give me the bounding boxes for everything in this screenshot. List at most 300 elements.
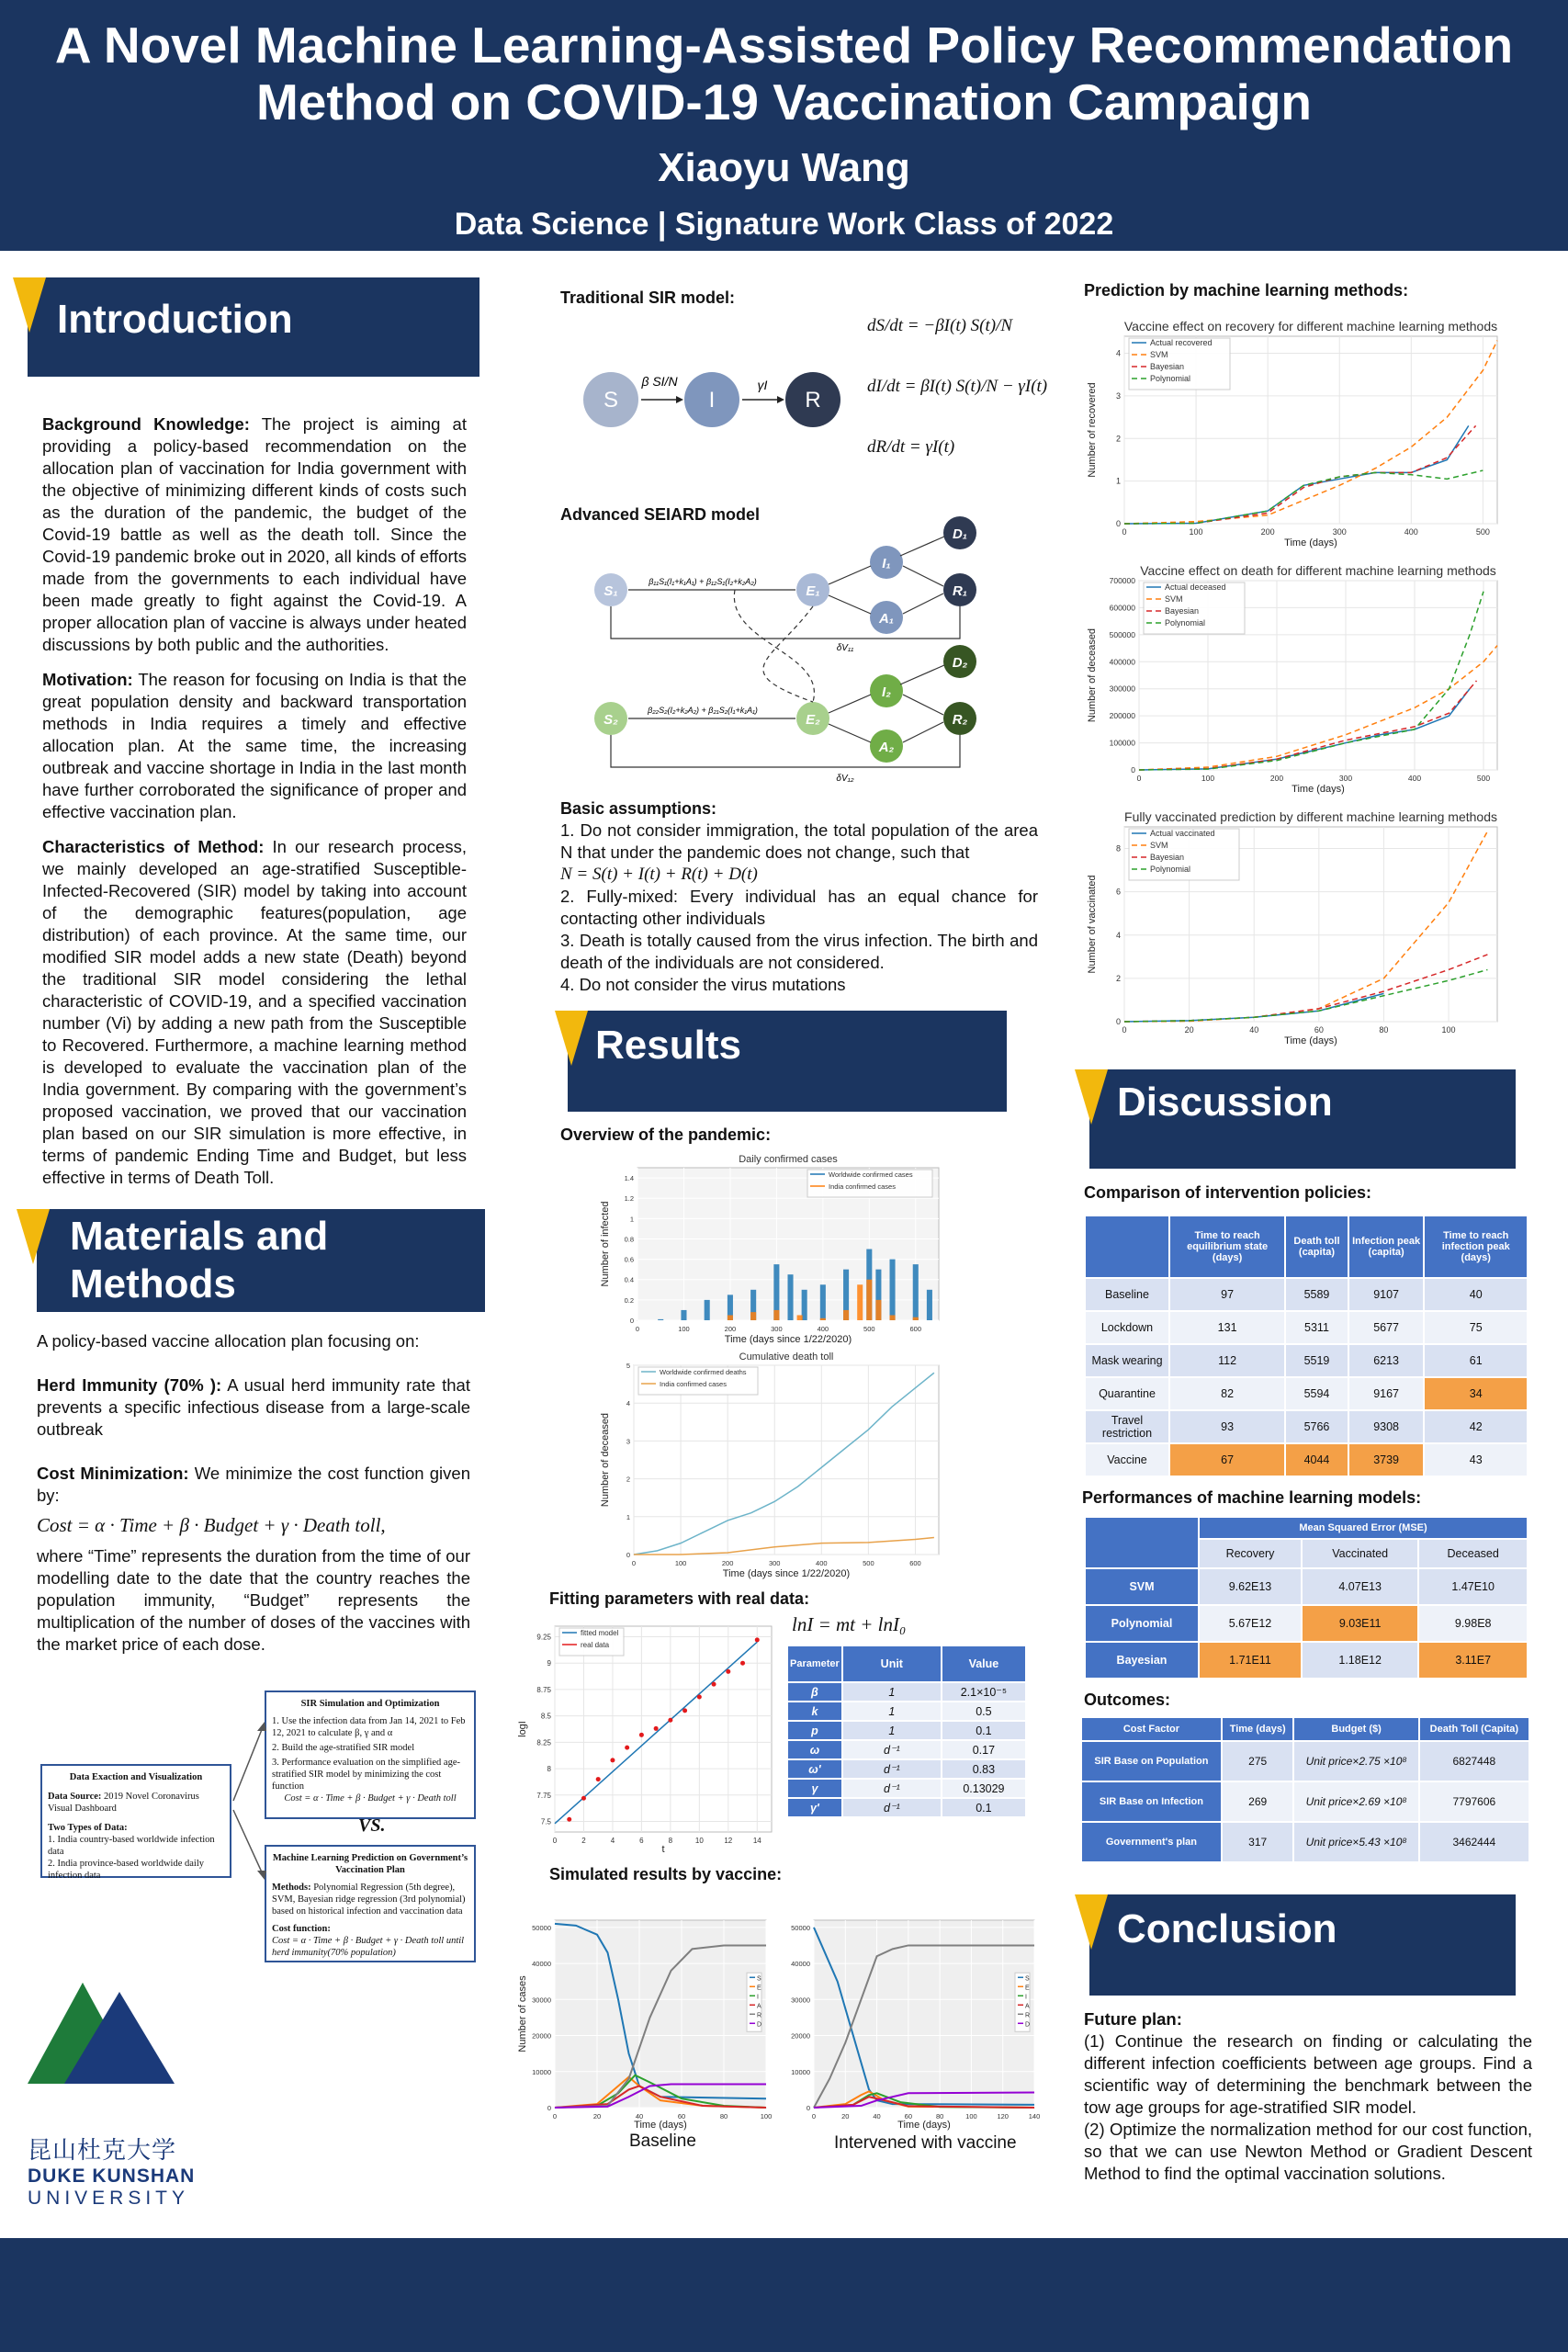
x-tick-label: 40 [873,2112,881,2120]
x-tick-label: 20 [841,2112,850,2120]
y-tick-label: 1 [629,1215,634,1224]
svg-text:S₁: S₁ [604,583,618,599]
table-cell: 4044 [1285,1443,1348,1476]
y-axis-label: logI [517,1721,528,1737]
simulated-title: Simulated results by vaccine: [549,1865,783,1883]
y-tick-label: 30000 [532,1996,551,2005]
arrow-label-si: β SI/N [641,374,678,389]
x-tick-label: 0 [635,1325,640,1333]
legend-label: Polynomial [1165,618,1206,628]
legend-label: S [1025,1975,1030,1983]
legend-label: Worldwide confirmed cases [829,1170,913,1179]
svg-text:D₁: D₁ [952,526,968,542]
chart-title: Daily confirmed cases [739,1154,838,1165]
svg-text:I₂: I₂ [882,684,891,700]
legend-label: R [757,2012,762,2019]
vaccinated-ml-chart [1084,801,1506,1047]
table-row [1085,1278,1528,1311]
y-tick-label: 50000 [532,1923,551,1932]
x-tick-label: 400 [1404,527,1418,537]
outcomes-title: Outcomes: [1084,1690,1171,1709]
table-row [787,1798,1026,1817]
advanced-seiard-title: Advanced SEIARD model [560,505,761,524]
comparison-title: Comparison of intervention policies: [1084,1183,1372,1202]
x-tick-label: 100 [1189,527,1203,537]
table-row [1081,1822,1529,1862]
table-cell: 9107 [1348,1278,1425,1311]
x-tick-label: 500 [863,1559,874,1567]
y-tick-label: 8 [1115,843,1121,854]
x-tick-label: 0 [811,2112,817,2120]
legend-label: A [1025,2003,1030,2010]
legend-label: real data [581,1641,610,1649]
section-marker-icon [13,277,46,333]
data-point [567,1817,571,1822]
x-tick-label: 12 [724,1837,733,1845]
table-cell: 5594 [1285,1377,1348,1410]
svg-text:S₂: S₂ [604,712,618,728]
table-cell: 40 [1424,1278,1528,1311]
prediction-title: Prediction by machine learning methods: [1084,281,1409,300]
policy-comparison-table [1084,1215,1529,1477]
methods-text: A policy-based vaccine allocation plan focusing on: Herd Immunity (70% ): A usual herd immunity rate that prevents a specific infectious disease from a large-scale outbreak Cost Minimization: We minimize the cost function given by: Cost = α · Time + β · Budget + γ · Death toll, where “Time” represents the duration from the time of our modelling date to the date that the country reaches the population immunity, “Budget” represents the multiplication of the number of doses of the vaccines with the market price of each dose. [37,1331,470,1654]
legend-label: R [1025,2012,1031,2019]
x-tick-label: 10 [694,1837,704,1845]
table-row [787,1721,1026,1740]
section-marker-icon [1075,1069,1108,1125]
table-cell: d⁻¹ [842,1798,942,1817]
table-row [1085,1344,1528,1377]
x-tick-label: 200 [724,1325,737,1333]
table-cell: 34 [1424,1377,1528,1410]
x-tick-label: 8 [668,1837,673,1845]
y-axis-label: Number of infected [600,1201,611,1287]
table-cell: 9308 [1348,1410,1425,1443]
table-cell: 61 [1424,1344,1528,1377]
legend-label: Worldwide confirmed deaths [660,1368,747,1376]
table-cell: 42 [1424,1410,1528,1443]
node-r: R [805,388,821,413]
x-tick-label: 2 [581,1837,586,1845]
table-row [1085,1568,1528,1605]
sir-diagram [570,358,845,441]
y-tick-label: 7.5 [540,1817,551,1826]
svg-text:A₂: A₂ [878,740,895,755]
legend-label: India confirmed cases [660,1380,727,1388]
x-tick-label: 500 [863,1325,875,1333]
x-tick-label: 20 [1184,1025,1194,1035]
table-cell: ω [787,1740,842,1759]
x-tick-label: 400 [1407,774,1422,783]
section-discussion: Discussion [1089,1069,1516,1169]
y-tick-label: 700000 [1109,576,1135,585]
y-tick-label: 9 [547,1659,551,1668]
x-tick-label: 0 [1136,774,1142,783]
table-cell: 0.83 [942,1759,1026,1779]
table-cell: k [787,1702,842,1721]
bar-mark [890,1315,896,1320]
x-tick-label: 40 [635,2112,644,2120]
data-point [610,1758,615,1762]
x-tick-label: 14 [752,1837,761,1845]
table-row [1085,1410,1528,1443]
table-row [1081,1781,1529,1822]
poster-footer [0,2238,1568,2352]
table-row [1085,1377,1528,1410]
x-tick-label: 0 [631,1559,637,1567]
table-cell: 1 [842,1702,942,1721]
table-cell: Vaccine [1085,1443,1169,1476]
bar-mark [773,1310,779,1320]
table-cell: 1 [842,1682,942,1702]
y-tick-label: 8.75 [536,1685,551,1694]
parameter-table: Parameter Unit Value β 1 2.1×10⁻⁵ k 1 0.5 p 1 0.1 ω d⁻¹ 0.17 ω' d⁻¹ 0.83 γ d⁻¹ 0.13029 γ' d⁻¹ 0.1 [786,1645,1027,1818]
table-cell: γ [787,1779,842,1798]
fit-equation: lnI = mt + lnI₀ [792,1613,907,1635]
table-cell: 5311 [1285,1311,1348,1344]
table-cell: SIR Base on Population [1081,1741,1222,1781]
table-cell: 5766 [1285,1410,1348,1443]
table-header: Infection peak (capita) [1348,1216,1425,1278]
data-extraction-box: Data Exaction and Visualization Data Source: 2019 Novel Coronavirus Visual Dashboard Two Types of Data: 1. India country-based worldwide infection data 2. India province-based worldwide daily infection data [40,1764,231,1878]
x-tick-label: 400 [816,1559,828,1567]
section-results: Results [568,1011,1007,1112]
data-point [726,1669,730,1674]
bar-mark [728,1315,733,1320]
death-ml-chart [1084,555,1506,796]
table-cell: 9.62E13 [1199,1568,1302,1605]
y-tick-label: 0 [806,2104,810,2112]
svg-text:δV₁₂: δV₁₂ [836,774,854,784]
x-tick-label: 0 [552,1837,558,1845]
x-tick-label: 400 [817,1325,829,1333]
bar-mark [797,1315,803,1320]
baseline-chart [514,1911,772,2132]
table-cell: 43 [1424,1443,1528,1476]
y-tick-label: 7.75 [536,1791,551,1800]
outcomes-table [1080,1716,1530,1863]
chart-title: Vaccine effect on recovery for different machine learning methods [1123,319,1498,334]
x-tick-label: 500 [1476,774,1491,783]
y-tick-label: 200000 [1109,711,1135,721]
table-header: Time to reach equilibrium state (days) [1169,1216,1285,1278]
table-cell: Quarantine [1085,1377,1169,1410]
y-axis-label: Number of recovered [1087,382,1098,478]
section-conclusion: Conclusion [1089,1894,1516,1996]
intro-text: Background Knowledge: The project is aiming at providing a policy-based recommendation on the allocation plan of vaccination for India government with the objective of minimizing different kinds of costs such as the duration of the pandemic, the budget of the Covid-19 battle as well as the death toll. Since the Covid-19 pandemic broke out in 2020, all kinds of efforts made from the governments to each individual have been made greatly to fight against the Covid-19. A proper allocation plan of vaccine is always under heated discussions by both public and the authorities. Motivation: The reason for focusing on India is that the great population density and backward transportation methods in India requires a timely and effective allocation plan. At the same time, the increasing outbreak and vaccine shortage in India in the last month have further corroborated the significance of proper and effective vaccination plan. Characteristics of Method: In our research process, we mainly developed an age-stratified Susceptible-Infected-Recovered (SIR) model by taking into account of the demographic features(population, age distribution) of each province. At the same time, our modified SIR model adds a new state (Death) beyond the traditional SIR model considering the lethal characteristic of COVID-19, and a specified vaccination number (Vi) by adding a new path from the Susceptible to Recovered. Furthermore, a machine learning method is developed to evaluate the vaccination plan of the India government. By comparing with the government’s proposed vaccination, we proved that our vaccination plan based on our SIR simulation is more effective, in terms of pandemic Ending Time and Budget, but less effective in terms of Death Toll. [42,414,467,1187]
x-tick-label: 300 [768,1559,781,1567]
x-tick-label: 120 [997,2112,1009,2120]
table-header: Death toll (capita) [1285,1216,1348,1278]
section-marker-icon [555,1011,588,1066]
x-tick-label: 6 [639,1837,644,1845]
table-cell: 131 [1169,1311,1285,1344]
table-header: Time (days) [1222,1717,1294,1741]
table-cell: 9167 [1348,1377,1425,1410]
bar-mark [658,1319,663,1320]
svg-text:β₂₂S₂(I₂+k₂A₂) + β₂₁S₂(I₁+k₁A₁: β₂₂S₂(I₂+k₂A₂) + β₂₁S₂(I₁+k₁A₁) [648,706,758,715]
x-tick-label: 600 [909,1325,922,1333]
y-tick-label: 9.25 [536,1633,551,1642]
table-cell: 9.03E11 [1302,1605,1418,1642]
y-tick-label: 0.8 [624,1235,634,1244]
x-tick-label: 100 [1441,1025,1456,1035]
table-cell: Travel restriction [1085,1410,1169,1443]
svg-text:I₁: I₁ [882,556,891,571]
x-tick-label: 140 [1028,2112,1040,2120]
data-point [639,1733,644,1737]
x-axis-label: Time (days) [1284,537,1337,548]
x-tick-label: 60 [1314,1025,1324,1035]
y-tick-label: 4 [1115,930,1121,940]
y-tick-label: 1.2 [624,1194,634,1204]
data-point [625,1746,629,1750]
table-cell: p [787,1721,842,1740]
traditional-sir-title: Traditional SIR model: [560,288,736,307]
chart-title: Cumulative death toll [739,1351,834,1363]
x-tick-label: 600 [909,1559,921,1567]
x-tick-label: 80 [1379,1025,1389,1035]
y-tick-label: 8.5 [540,1712,551,1721]
vaccine-caption: Intervened with vaccine [834,2133,1017,2153]
legend-label: A [757,2003,761,2010]
table-cell: 0.1 [942,1798,1026,1817]
table-cell: 6827448 [1419,1741,1529,1781]
y-tick-label: 2 [626,1475,630,1484]
legend-label: Actual deceased [1165,582,1226,592]
legend-label: SVM [1150,350,1168,359]
data-point [596,1777,601,1781]
bar-mark [913,1264,919,1320]
table-cell: 1 [842,1721,942,1740]
chart-title: Fully vaccinated prediction by different machine learning methods [1124,809,1497,824]
x-tick-label: 60 [904,2112,913,2120]
table-cell: 5.67E12 [1199,1605,1302,1642]
affiliation: Data Science | Signature Work Class of 2022 [454,207,1114,242]
overview-title: Overview of the pandemic: [560,1125,772,1144]
x-tick-label: 0 [1122,1025,1127,1035]
x-tick-label: 300 [1338,774,1353,783]
section-marker-icon [1075,1894,1108,1950]
plot-area [555,1626,772,1832]
y-tick-label: 10000 [532,2067,551,2076]
bar-mark [843,1310,849,1320]
table-cell: 0.5 [942,1702,1026,1721]
y-tick-label: 8.25 [536,1738,551,1747]
table-header: Budget ($) [1293,1717,1418,1741]
table-header: Death Toll (Capita) [1419,1717,1529,1741]
ml-performance-title: Performances of machine learning models: [1082,1488,1422,1507]
x-tick-label: 200 [721,1559,734,1567]
table-row [1085,1605,1528,1642]
table-cell: Government's plan [1081,1822,1222,1862]
data-point [740,1661,745,1666]
table-cell: 269 [1222,1781,1294,1822]
y-tick-label: 1.4 [624,1174,634,1183]
y-tick-label: 0.6 [624,1255,634,1264]
x-tick-label: 20 [592,2112,602,2120]
legend-label: E [1025,1984,1030,1992]
table-header [1085,1216,1169,1278]
table-cell: 5519 [1285,1344,1348,1377]
y-tick-label: 50000 [791,1923,810,1932]
svg-text:R₁: R₁ [952,583,968,599]
legend-label: India confirmed cases [829,1182,896,1191]
table-cell: 112 [1169,1344,1285,1377]
table-cell: 275 [1222,1741,1294,1781]
table-cell: 82 [1169,1377,1285,1410]
section-materials-methods: Materials and Methods [37,1209,485,1312]
x-tick-label: 100 [674,1559,687,1567]
svg-text:δV₁₁: δV₁₁ [836,643,854,653]
y-tick-label: 4 [1115,348,1121,358]
bar-mark [913,1317,919,1320]
y-tick-label: 40000 [532,1960,551,1969]
ml-performance-table: Mean Squared Error (MSE) Recovery Vaccinated Deceased SVM 9.62E13 4.07E13 1.47E10 Polynomial 5.67E12 9.03E11 9.98E8 Bayesian 1.71E11 1.18E12 3.11E7 [1084,1516,1529,1679]
bar-mark [890,1260,896,1320]
daily-cases-chart [597,1153,946,1346]
y-tick-label: 0 [1115,519,1121,528]
table-cell: Unit price×2.75 ×10⁸ [1293,1741,1418,1781]
basic-assumptions: Basic assumptions: 1. Do not consider immigration, the total population of the area N that under the pandemic does not change, such that N = S(t) + I(t) + R(t) + D(t) 2. Fully-mixed: Every individual has an equal chance for contacting other individuals 3. Death is totally caused from the virus infection. The birth and death of the individuals are not considered. 4. Do not consider the virus mutations [560,799,1038,994]
legend-label: D [1025,2021,1031,2029]
table-header: Cost Factor [1081,1717,1222,1741]
table-cell: β [787,1682,842,1702]
bar-mark [875,1300,881,1320]
y-axis-label: Number of vaccinated [1087,875,1098,974]
y-tick-label: 100000 [1109,738,1135,748]
table-cell: Lockdown [1085,1311,1169,1344]
bar-mark [866,1280,872,1320]
dku-logo-icon [28,1983,193,2130]
bar-mark [787,1274,793,1320]
x-tick-label: 0 [552,2112,558,2120]
x-tick-label: 100 [760,2112,772,2120]
legend-label: E [757,1984,761,1992]
legend-label: Actual vaccinated [1150,829,1215,838]
legend-label: fitted model [581,1629,619,1637]
legend-label: S [757,1975,761,1983]
x-tick-label: 200 [1269,774,1284,783]
legend-label: SVM [1165,594,1183,604]
table-cell: Mask wearing [1085,1344,1169,1377]
y-tick-label: 300000 [1109,684,1135,694]
x-axis-label: Time (days) [1292,784,1345,795]
arrow-label-gi: γI [757,378,768,392]
legend-label: Bayesian [1150,853,1185,862]
y-tick-label: 0 [547,2104,551,2112]
y-tick-label: 6 [1115,887,1121,897]
future-plan: Future plan: (1) Continue the research on finding or calculating the different infection coefficients between age groups. Find a scientific way of determining the benchmark between the tow age groups for age-stratified SIR model. (2) Optimize the normalization method for our cost function, so that we can use Newton Method or Gradient Descent Method to find the optimal vaccination solutions. [1084,2009,1532,2183]
y-tick-label: 30000 [791,1996,810,2005]
x-tick-label: 100 [1201,774,1215,783]
svg-text:E₁: E₁ [806,583,820,599]
table-cell: 0.1 [942,1721,1026,1740]
y-axis-label: Number of cases [517,1975,528,2052]
recovery-ml-chart [1084,311,1506,549]
y-tick-label: 1 [626,1512,630,1521]
table-cell: d⁻¹ [842,1740,942,1759]
legend-label: Bayesian [1165,606,1200,616]
bar-mark [820,1318,826,1320]
table-cell: d⁻¹ [842,1759,942,1779]
bar-mark [857,1284,863,1320]
legend-label: I [1025,1994,1027,2001]
x-tick-label: 100 [678,1325,690,1333]
table-cell: 97 [1169,1278,1285,1311]
x-axis-label: Time (days) [634,2120,687,2131]
y-tick-label: 400000 [1109,657,1135,667]
poster-title: A Novel Machine Learning-Assisted Policy Recommendation Method on COVID-19 Vaccination Campaign [54,17,1514,130]
table-header: Time to reach infection peak (days) [1424,1216,1528,1278]
bar-mark [820,1284,826,1320]
data-point [682,1708,687,1713]
baseline-caption: Baseline [629,2132,696,2151]
section-marker-icon [17,1209,50,1264]
x-axis-label: t [661,1844,665,1855]
table-cell: ω' [787,1759,842,1779]
svg-text:D₂: D₂ [952,655,968,671]
cumulative-death-chart [597,1351,946,1580]
vs-label: VS. [358,1815,386,1836]
table-cell: 2.1×10⁻⁵ [942,1682,1026,1702]
table-row [787,1682,1026,1702]
x-tick-label: 0 [1122,527,1127,537]
y-tick-label: 5 [626,1362,630,1370]
author: Xiaoyu Wang [658,145,910,190]
legend-label: I [757,1994,759,2001]
table-cell: 5589 [1285,1278,1348,1311]
table-row [1085,1443,1528,1476]
table-cell: Baseline [1085,1278,1169,1311]
table-row [787,1702,1026,1721]
table-cell: 9.98E8 [1418,1605,1528,1642]
data-point [654,1726,659,1731]
table-cell: 3.11E7 [1418,1642,1528,1679]
table-cell: SVM [1085,1568,1199,1605]
legend-label: Bayesian [1150,362,1185,371]
bar-mark [681,1310,686,1320]
svg-text:R₂: R₂ [952,712,968,728]
table-cell: d⁻¹ [842,1779,942,1798]
y-tick-label: 10000 [791,2067,810,2076]
x-axis-label: Time (days) [1284,1035,1337,1046]
y-tick-label: 600000 [1109,603,1135,613]
fitting-chart [514,1617,781,1856]
sir-simulation-box: SIR Simulation and Optimization 1. Use the infection data from Jan 14, 2021 to Feb 12, 2021 to calculate β, γ and α 2. Build the age-stratified SIR model 3. Performance evaluation on the simplified age-stratified SIR model by minimizing the cost function Cost = α · Time + β · Budget + γ · Death toll [265,1690,476,1819]
vaccine-chart [773,1911,1040,2132]
x-tick-label: 100 [965,2112,977,2120]
x-tick-label: 80 [935,2112,944,2120]
y-tick-label: 2 [1115,434,1121,444]
svg-text:A₁: A₁ [878,611,895,627]
y-tick-label: 3 [1115,390,1121,401]
y-tick-label: 4 [626,1399,630,1408]
y-tick-label: 0 [1115,1017,1121,1026]
flow-arrows [230,1690,270,1920]
section-introduction: Introduction [28,277,479,377]
table-cell: 317 [1222,1822,1294,1862]
svg-text:E₂: E₂ [806,712,820,728]
y-tick-label: 0.4 [624,1275,634,1284]
legend-label: Polynomial [1150,374,1191,383]
table-cell: γ' [787,1798,842,1817]
table-row [787,1759,1026,1779]
seiard-diagram [588,514,983,790]
bar-mark [927,1290,932,1320]
table-cell: 1.47E10 [1418,1568,1528,1605]
table-cell: 93 [1169,1410,1285,1443]
